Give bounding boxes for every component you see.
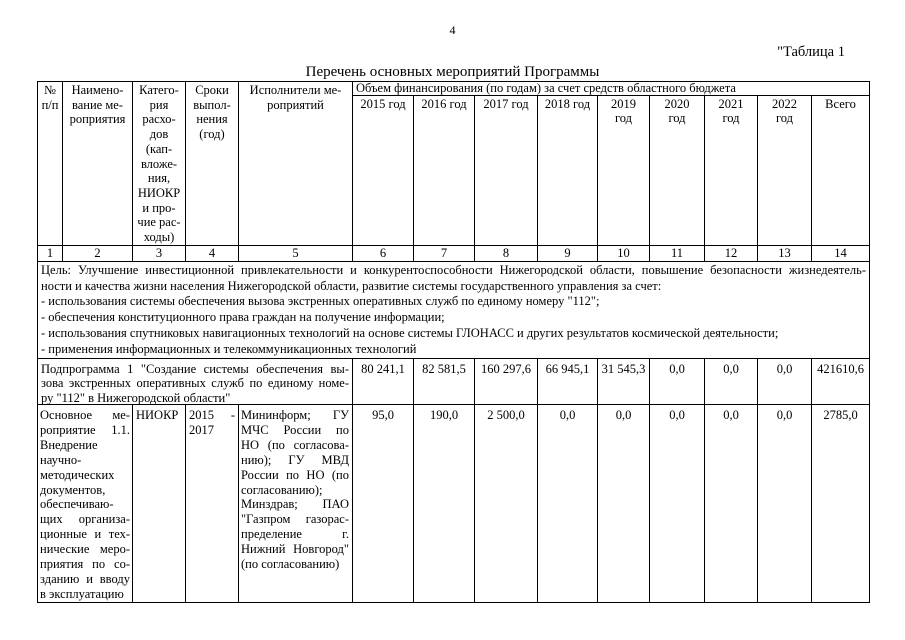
subprogram-name	[38, 359, 353, 405]
activity-value-2015: 95,0	[353, 405, 414, 603]
activities-table	[37, 81, 870, 603]
goal-line: Цель: Улучшение инвестиционной привлекательности и конкурентоспособности Нижегородской области, повышение безопасности жизнедеятель-	[41, 263, 866, 277]
header-text-line: 2021	[718, 97, 744, 111]
activity-executors-line: России по НО (по	[241, 467, 349, 482]
header-text-line: 2020	[664, 97, 690, 111]
header-executors	[239, 82, 353, 246]
activity-value-2019: 0,0	[598, 405, 650, 603]
goal-line: - применения информационных и телекоммуникационных технологий	[41, 341, 417, 356]
table-title: Перечень основных мероприятий Программы	[305, 64, 600, 80]
header-total	[812, 96, 870, 246]
goal-line: - использования системы обеспечения вызова экстренных оперативных служб по единому номеру "112";	[41, 294, 600, 309]
activity-name-line: ционные и тех-	[40, 527, 130, 542]
header-category	[133, 82, 186, 246]
header-text-line: (год)	[199, 127, 225, 142]
header-terms	[186, 82, 239, 246]
goal-line: ности и качества жизни населения Нижегородской области, развитие системы государственного управления за счет:	[41, 278, 662, 293]
header-text-line: Наимено-	[71, 83, 124, 97]
header-text-line: Сроки	[195, 83, 229, 97]
header-year-2021	[705, 96, 758, 246]
table-label: "Таблица 1	[777, 44, 845, 60]
activity-executors-line: пределение г.	[241, 527, 349, 542]
activity-name-line: Внедрение	[40, 437, 98, 452]
header-text-line: год	[614, 111, 633, 125]
header-text-line: 2015 год	[360, 97, 406, 111]
header-text-line: чие рас-	[137, 215, 181, 230]
activity-name-line: научно-	[40, 452, 82, 467]
header-name	[63, 82, 133, 246]
column-number: 7	[414, 246, 475, 262]
header-year-2020	[650, 96, 705, 246]
activity-name-line: нические меро-	[40, 542, 130, 557]
activity-executors-line: Минздрав; ПАО	[241, 497, 349, 512]
activity-terms-line: 2015 -	[189, 408, 235, 422]
column-number: 12	[705, 246, 758, 262]
column-number: 9	[538, 246, 598, 262]
activity-executors-line: Мининформ; ГУ	[241, 408, 349, 422]
header-text-line: 2019	[611, 97, 636, 111]
header-text-line: 2017 год	[483, 97, 529, 111]
activity-value-2016: 190,0	[414, 405, 475, 603]
subprogram-value-2017: 160 297,6	[475, 359, 538, 405]
subprogram-value-2019: 31 545,3	[598, 359, 650, 405]
subprogram-value-2016: 82 581,5	[414, 359, 475, 405]
header-text-line: Катего-	[139, 83, 179, 97]
subprogram-value-2021: 0,0	[705, 359, 758, 405]
subprogram-name-line: зова экстренных оперативных служб по единому номе-	[41, 376, 349, 391]
header-year-2015	[353, 96, 414, 246]
activity-value-2021: 0,0	[705, 405, 758, 603]
header-text-line: (кап-	[145, 141, 173, 156]
header-year-2018	[538, 96, 598, 246]
column-number: 8	[475, 246, 538, 262]
subprogram-value-2022: 0,0	[758, 359, 812, 405]
activity-executors-line: согласованию);	[241, 482, 323, 497]
activity-executors-line: МЧС России по	[241, 422, 349, 437]
subprogram-value-total: 421610,6	[812, 359, 870, 405]
column-number: 11	[650, 246, 705, 262]
goal-cell	[38, 262, 870, 359]
header-year-2019	[598, 96, 650, 246]
column-number: 10	[598, 246, 650, 262]
header-text-line: №	[44, 83, 56, 97]
activity-name-line: роприятие 1.1.	[40, 422, 130, 437]
header-text-line: роприятия	[69, 112, 126, 127]
header-year-2022	[758, 96, 812, 246]
activity-category: НИОКР	[133, 405, 186, 603]
activity-terms	[186, 405, 239, 603]
page-number: 4	[449, 23, 456, 37]
activity-executors-line: "Газпром газорас-	[241, 512, 349, 527]
activity-value-2020: 0,0	[650, 405, 705, 603]
header-funding: Объем финансирования (по годам) за счет средств областного бюджета	[353, 82, 870, 96]
activity-executors	[239, 405, 353, 603]
header-text-line: вложе-	[140, 156, 178, 171]
column-number: 1	[38, 246, 63, 262]
activity-value-2018: 0,0	[538, 405, 598, 603]
header-text-line: выпол-	[193, 97, 231, 112]
column-number: 13	[758, 246, 812, 262]
subprogram-name-line: Подпрограмма 1 "Создание системы обеспечения вы-	[41, 362, 349, 376]
header-text-line: п/п	[41, 97, 59, 112]
activity-name-line: щих организа-	[40, 512, 130, 527]
header-text-line: ходы)	[143, 230, 175, 245]
header-text-line: Всего	[825, 97, 856, 111]
activity-name-line: Основное ме-	[40, 408, 130, 422]
header-text-line: нения	[196, 112, 228, 127]
header-text-line: рия	[149, 97, 169, 112]
activity-value-2017: 2 500,0	[475, 405, 538, 603]
subprogram-value-2020: 0,0	[650, 359, 705, 405]
activity-value-2022: 0,0	[758, 405, 812, 603]
activity-name-line: в эксплуатацию	[40, 586, 124, 601]
subprogram-value-2018: 66 945,1	[538, 359, 598, 405]
activity-executors-line: (по согласованию)	[241, 557, 340, 572]
goal-line: - использования спутниковых навигационных технологий на основе системы ГЛОНАСС и других результатов космической деятельности;	[41, 325, 779, 340]
activity-name-line: документов,	[40, 482, 106, 497]
column-number: 5	[239, 246, 353, 262]
subprogram-value-2015: 80 241,1	[353, 359, 414, 405]
activity-terms-line: 2017	[189, 422, 214, 437]
column-number: 2	[63, 246, 133, 262]
column-number: 14	[812, 246, 870, 262]
header-text-line: год	[722, 111, 740, 125]
activity-name-line: методических	[40, 467, 115, 482]
header-text-line: НИОКР	[137, 185, 181, 200]
header-text-line: год	[668, 111, 686, 125]
subprogram-name-line: ру "112" в Нижегородской области"	[41, 390, 231, 405]
header-text-line: ния,	[147, 171, 171, 186]
header-text-line: 2018 год	[544, 97, 591, 111]
column-number: 6	[353, 246, 414, 262]
activity-executors-line: нию); ГУ МВД	[241, 452, 349, 467]
header-text-line: год	[775, 111, 794, 125]
header-text-line: 2016 год	[421, 97, 467, 111]
header-text-line: вание ме-	[72, 97, 123, 112]
activity-executors-line: Нижний Новгород"	[241, 542, 349, 557]
column-number: 3	[133, 246, 186, 262]
activity-name	[38, 405, 133, 603]
header-no	[38, 82, 63, 246]
activity-name-line: приятия по со-	[40, 557, 130, 572]
activity-executors-line: НО (по согласова-	[241, 437, 349, 452]
header-text-line: 2022	[772, 97, 797, 111]
activity-name-line: зданию и вводу	[40, 571, 130, 586]
goal-line: - обеспечения конституционного права граждан на получение информации;	[41, 310, 445, 325]
header-year-2017	[475, 96, 538, 246]
header-year-2016	[414, 96, 475, 246]
header-text-line: и про-	[142, 200, 176, 215]
activity-value-total: 2785,0	[812, 405, 870, 603]
activity-name-line: обеспечиваю-	[40, 497, 114, 512]
header-text-line: роприятий	[267, 97, 324, 112]
header-text-line: Исполнители ме-	[249, 83, 342, 97]
header-text-line: дов	[149, 127, 169, 142]
column-number: 4	[186, 246, 239, 262]
header-text-line: расхо-	[142, 112, 176, 127]
